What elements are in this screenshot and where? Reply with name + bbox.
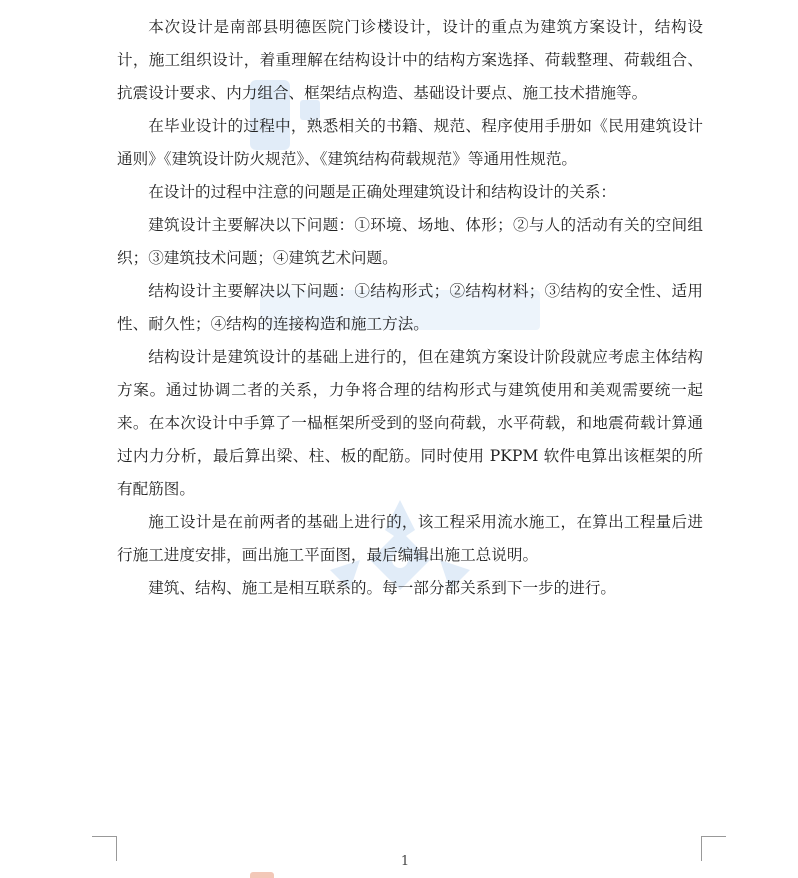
paragraph-conclusion: 建筑、结构、施工是相互联系的。每一部分都关系到下一步的进行。 (148, 579, 617, 597)
margin-corner-left (92, 836, 117, 861)
page-number: 1 (400, 854, 410, 869)
next-page-edge (250, 872, 274, 878)
document-body (117, 11, 703, 605)
paragraph-architecture: 建筑设计主要解决以下问题：①环境、场地、体形；②与人的活动有关的空间组织；③建筑技术问题；④建筑艺术问题。 (117, 216, 703, 267)
paragraph-construction: 施工设计是在前两者的基础上进行的，该工程采用流水施工，在算出工程量后进行施工进度安排，画出施工平面图，最后编辑出施工总说明。 (117, 513, 703, 564)
paragraph-intro: 本次设计是南部县明德医院门诊楼设计，设计的重点为建筑方案设计，结构设计，施工组织设计，着重理解在结构设计中的结构方案选择、荷载整理、荷载组合、抗震设计要求、内力组合、框架结点构造、基础设计要点、施工技术措施等。 (117, 18, 703, 102)
paragraph-structure-detail: 结构设计是建筑设计的基础上进行的，但在建筑方案设计阶段就应考虑主体结构方案。通过协调二者的关系，力争将合理的结构形式与建筑使用和美观需要统一起来。在本次设计中手算了一榀框架所受到的竖向荷载，水平荷载，和地震荷载计算通过内力分析，最后算出梁、柱、板的配筋。同时使用 PKPM 软件电算出该框架的所有配筋图。 (117, 348, 703, 498)
paragraph-structure: 结构设计主要解决以下问题：①结构形式；②结构材料；③结构的安全性、适用性、耐久性；④结构的连接构造和施工方法。 (117, 282, 703, 333)
margin-corner-right (701, 836, 726, 861)
paragraph-issues: 在设计的过程中注意的问题是正确处理建筑设计和结构设计的关系： (148, 183, 617, 201)
paragraph-references: 在毕业设计的过程中，熟悉相关的书籍、规范、程序使用手册如《民用建筑设计通则》《建筑设计防火规范》、《建筑结构荷载规范》等通用性规范。 (117, 117, 703, 168)
